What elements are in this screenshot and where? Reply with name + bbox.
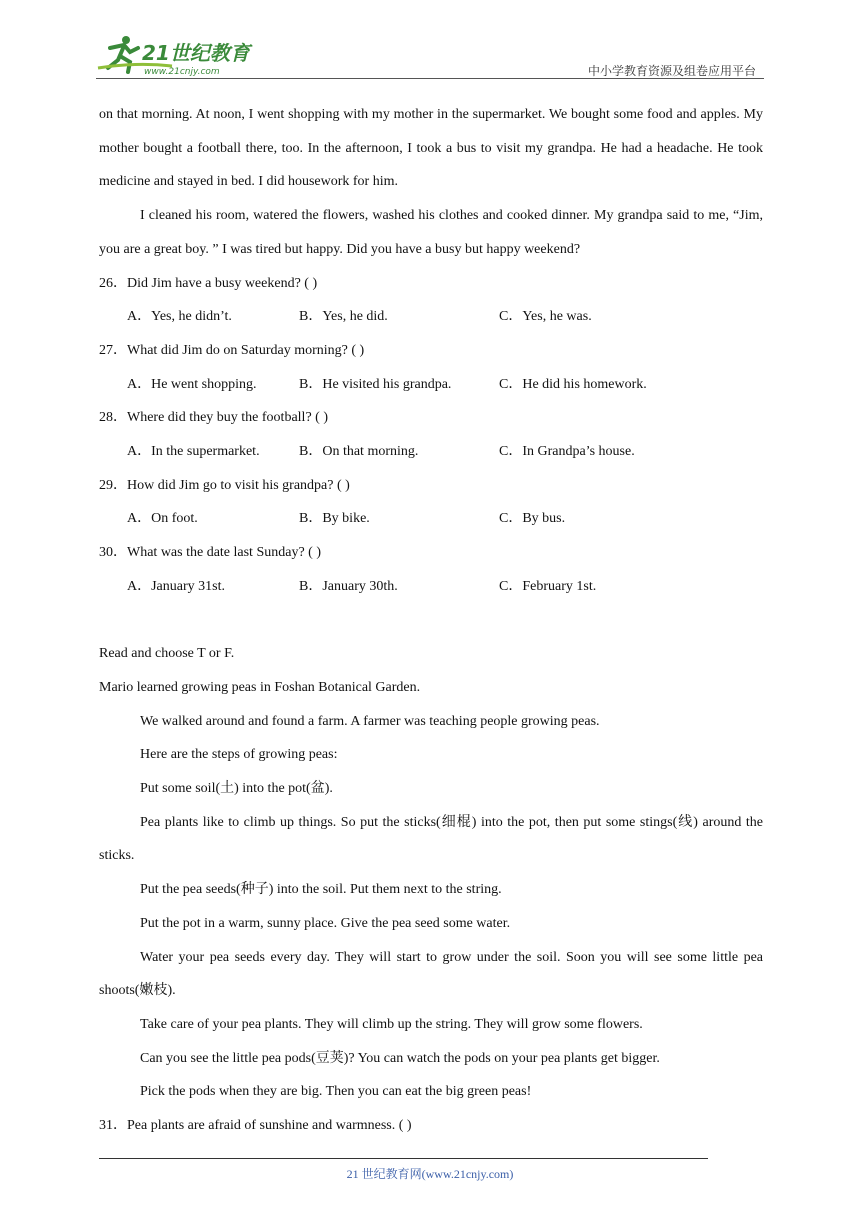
passage2-para: Water your pea seeds every day. They will start to grow under the soil. Soon you will see some little pea shoots(嫩枝). <box>99 949 763 999</box>
platform-name: 中小学教育资源及组卷应用平台 <box>587 64 756 78</box>
question-27: 27．What did Jim do on Saturday morning? ( ) <box>99 342 365 358</box>
option-c: C．Yes, he was. <box>499 309 592 325</box>
option-b: B．Yes, he did. <box>299 309 388 325</box>
passage2-para: Pick the pods when they are big. Then you can eat the big green peas! <box>140 1084 532 1100</box>
passage2-para: We walked around and found a farm. A farmer was teaching people growing peas. <box>140 713 600 729</box>
option-a: A．He went shopping. <box>127 376 257 392</box>
passage2-para: Pea plants like to climb up things. So put the sticks(细棍) into the pot, then put some stings(线) around the sticks. <box>99 814 763 864</box>
section-instruction: Read and choose T or F. <box>99 646 235 662</box>
option-c: C．He did his homework. <box>499 376 647 392</box>
passage-title: Mario learned growing peas in Foshan Botanical Garden. <box>99 679 421 695</box>
option-a: A．January 31st. <box>127 578 225 594</box>
option-a: A．On foot. <box>127 511 198 527</box>
passage-para-2: I cleaned his room, watered the flowers, washed his clothes and cooked dinner. My grandpa said to me, “Jim, you are a great boy. ” I was tired but happy. Did you have a busy but happy weekend? <box>99 208 763 257</box>
document-body <box>99 98 763 1143</box>
passage2-para: Here are the steps of growing peas: <box>140 747 338 763</box>
option-a: A．Yes, he didn’t. <box>127 309 232 325</box>
options-28 <box>99 435 763 469</box>
header-divider <box>96 78 764 79</box>
option-b: B．January 30th. <box>299 578 398 594</box>
passage2-para: Put some soil(土) into the pot(盆). <box>140 781 333 797</box>
question-29: 29．How did Jim go to visit his grandpa? ( ) <box>99 477 350 493</box>
21cnjy-logo <box>96 34 266 78</box>
footer-divider <box>99 1158 708 1159</box>
passage2-para: Can you see the little pea pods(豆荚)? You can watch the pods on your pea plants get bigger. <box>140 1050 660 1066</box>
page-header <box>96 34 764 78</box>
logo-text: 21世纪教育 <box>142 41 250 65</box>
options-27 <box>99 368 763 402</box>
option-b: B．He visited his grandpa. <box>299 376 452 392</box>
options-29 <box>99 502 763 536</box>
option-b: B．By bike. <box>299 511 370 527</box>
passage2-para: Take care of your pea plants. They will climb up the string. They will grow some flowers. <box>140 1016 643 1032</box>
question-30: 30．What was the date last Sunday? ( ) <box>99 545 321 561</box>
question-28: 28．Where did they buy the football? ( ) <box>99 410 328 426</box>
option-b: B．On that morning. <box>299 444 419 460</box>
option-c: C．By bus. <box>499 511 566 527</box>
question-31: 31．Pea plants are afraid of sunshine and warmness. ( ) <box>99 1118 412 1134</box>
spacer <box>99 604 763 638</box>
options-30 <box>99 570 763 604</box>
page-footer: 21 世纪教育网(www.21cnjy.com) <box>346 1167 514 1181</box>
option-c: C．February 1st. <box>499 578 597 594</box>
option-a: A．In the supermarket. <box>127 444 260 460</box>
passage2-para: Put the pot in a warm, sunny place. Give the pea seed some water. <box>140 915 511 931</box>
logo-url: www.21cnjy.com <box>144 67 220 77</box>
question-26: 26．Did Jim have a busy weekend? ( ) <box>99 275 318 291</box>
options-26 <box>99 300 763 334</box>
passage2-para: Put the pea seeds(种子) into the soil. Put them next to the string. <box>140 882 502 898</box>
option-c: C．In Grandpa’s house. <box>499 444 635 460</box>
passage-para-1: on that morning. At noon, I went shopping with my mother in the supermarket. We bought some food and apples. My mother bought a football there, too. In the afternoon, I took a bus to visit my grandpa. He had a headache. He took medicine and stayed in bed. I did housework for him. <box>99 107 763 190</box>
